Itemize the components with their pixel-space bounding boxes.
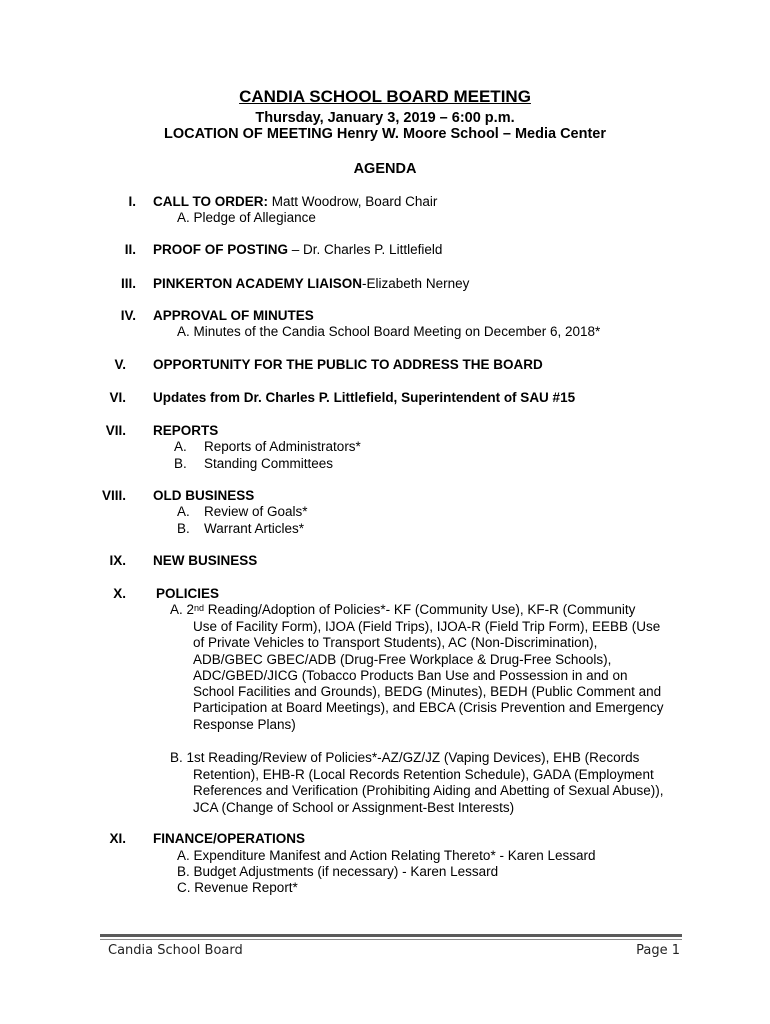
footer-divider <box>100 934 682 937</box>
agenda-item-public-comment: OPPORTUNITY FOR THE PUBLIC TO ADDRESS THE BOARD <box>153 357 543 372</box>
item-number: VII. <box>105 423 126 438</box>
sub-item: B. Budget Adjustments (if necessary) - Karen Lessard <box>177 864 499 879</box>
sub-item: Reports of Administrators* <box>204 439 361 454</box>
item-number: III. <box>120 276 136 291</box>
policy-line: Response Plans) <box>193 716 296 732</box>
sub-item: Review of Goals* <box>204 504 308 519</box>
policies-section-a-continuation <box>193 619 663 733</box>
item-heading: PINKERTON ACADEMY LIAISON <box>153 276 363 291</box>
footer-page-number: Page 1 <box>636 943 680 958</box>
policies-section-b <box>170 750 639 766</box>
agenda-item-reports: REPORTS <box>153 423 219 438</box>
policy-b-first-line: B. 1st Reading/Review of Policies*-AZ/GZ/JZ (Vaping Devices), EHB (Records <box>170 750 640 765</box>
sub-item-letter: B. <box>177 521 190 536</box>
sub-item-letter: B. <box>174 456 187 471</box>
sub-item: C. Revenue Report* <box>177 880 298 895</box>
policies-section-b-continuation <box>193 767 664 816</box>
policy-line: Retention), EHB-R (Local Records Retention Schedule), GADA (Employment <box>193 767 654 782</box>
item-number: IX. <box>109 553 126 568</box>
policy-line: School Facilities and Grounds), BEDG (Minutes), BEDH (Public Comment and <box>193 684 662 700</box>
item-number: IV. <box>120 308 136 323</box>
agenda-item-proof-of-posting <box>153 242 442 257</box>
item-number: II. <box>124 242 136 257</box>
policy-line: Participation at Board Meetings), and EBCA (Crisis Prevention and Emergency <box>193 700 664 716</box>
policy-a-first-line: A. 2nd Reading/Adoption of Policies*- KF (Community Use), KF-R (Community <box>170 602 636 617</box>
meeting-date: Thursday, January 3, 2019 – 6:00 p.m. <box>255 110 515 126</box>
item-number: VI. <box>109 390 126 405</box>
agenda-item-finance-operations: FINANCE/OPERATIONS <box>153 831 306 846</box>
agenda-item-liaison <box>153 276 469 291</box>
document-title: CANDIA SCHOOL BOARD MEETING <box>239 87 531 106</box>
item-detail: Matt Woodrow, Board Chair <box>268 194 438 209</box>
policy-line: ADC/GBED/JICG (Tobacco Products Ban Use and Possession in and on <box>193 667 628 683</box>
agenda-item-approval-of-minutes: APPROVAL OF MINUTES <box>153 308 314 323</box>
policy-line: JCA (Change of School or Assignment-Best Interests) <box>193 799 515 815</box>
policies-section-a <box>170 602 635 618</box>
footer-organization: Candia School Board <box>108 943 243 958</box>
item-number: X. <box>113 586 126 601</box>
item-number: V. <box>114 357 126 372</box>
item-detail: -Elizabeth Nerney <box>362 276 470 291</box>
sub-item: A. Expenditure Manifest and Action Relating Thereto* - Karen Lessard <box>177 848 596 863</box>
sub-item: Standing Committees <box>204 456 334 471</box>
policy-line: References and Verification (Prohibiting Aiding and Abetting of Sexual Abuse)), <box>193 783 664 799</box>
agenda-item-policies: POLICIES <box>156 586 220 601</box>
sub-item: A. Pledge of Allegiance <box>177 210 316 225</box>
sub-item: Warrant Articles* <box>204 521 305 536</box>
policy-line: Use of Facility Form), IJOA (Field Trips), IJOA-R (Field Trip Form), EEBB (Use <box>193 619 661 634</box>
agenda-item-old-business: OLD BUSINESS <box>153 488 255 503</box>
agenda-heading: AGENDA <box>353 161 417 177</box>
item-number: XI. <box>109 831 126 846</box>
item-number: VIII. <box>101 488 126 503</box>
agenda-item-call-to-order <box>153 194 437 209</box>
policy-line: of Private Vehicles to Transport Students), AC (Non-Discrimination), <box>193 635 598 651</box>
item-heading: PROOF OF POSTING <box>153 242 289 257</box>
item-heading: CALL TO ORDER: <box>153 194 269 209</box>
item-number: I. <box>128 194 136 209</box>
meeting-location: LOCATION OF MEETING Henry W. Moore School – Media Center <box>163 126 607 142</box>
footer-divider-thin <box>100 939 682 940</box>
sub-item-letter: A. <box>177 504 190 519</box>
sub-item: A. Minutes of the Candia School Board Meeting on December 6, 2018* <box>177 324 601 339</box>
item-detail: – Dr. Charles P. Littlefield <box>288 242 443 257</box>
agenda-item-superintendent-updates: Updates from Dr. Charles P. Littlefield, Superintendent of SAU #15 <box>153 390 576 405</box>
policy-line: ADB/GBEC GBEC/ADB (Drug-Free Workplace & Drug-Free Schools), <box>193 651 612 667</box>
agenda-item-new-business: NEW BUSINESS <box>153 553 258 568</box>
sub-item-letter: A. <box>174 439 187 454</box>
